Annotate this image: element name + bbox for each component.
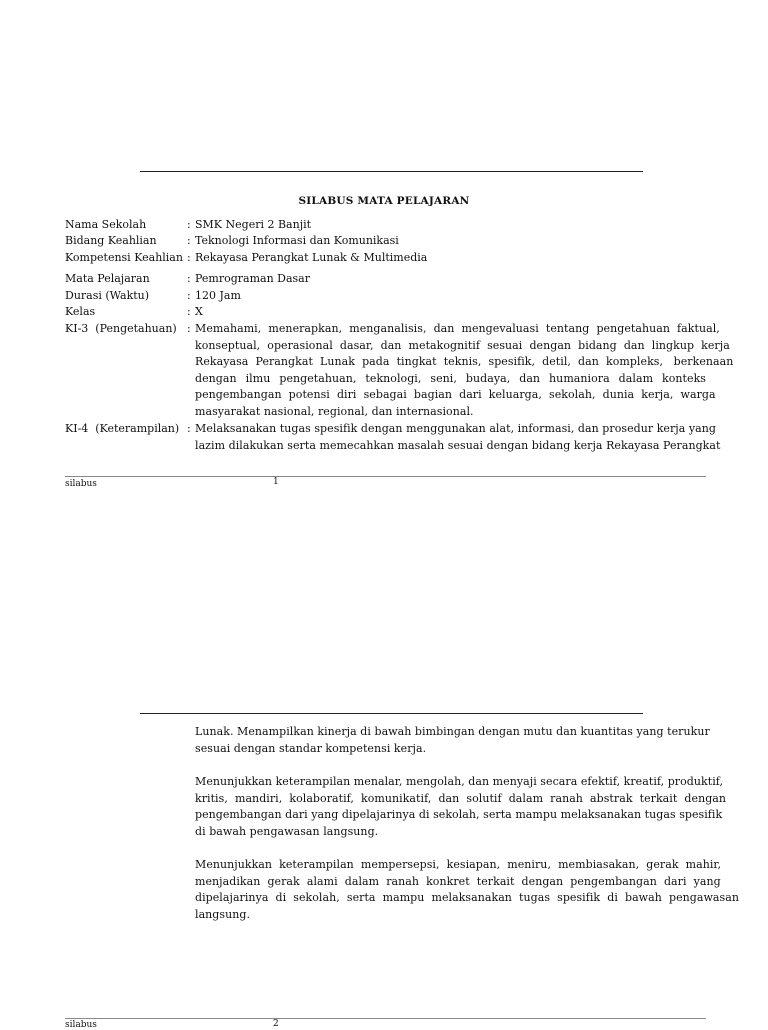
page2-line: di bawah pengawasan langsung. [195, 824, 379, 838]
page2-paragraph [195, 724, 710, 757]
ki4-text [195, 421, 721, 454]
page1-footer-rule [65, 476, 706, 477]
field-value: Pemrograman Dasar [195, 272, 310, 285]
page2-page-number: 2 [273, 1019, 279, 1029]
field-colon: : [187, 272, 191, 285]
field-value: X [195, 305, 203, 318]
ki3-label: KI-3 (Pengetahuan) [65, 322, 177, 335]
ki4-line: Melaksanakan tugas spesifik dengan menggunakan alat, informasi, dan prosedur kerja yang [195, 422, 717, 435]
page1-header-rule [140, 171, 643, 172]
field-colon: : [187, 422, 191, 435]
page2-line: menjadikan gerak alami dalam ranah konkret terkait dengan pengembangan dari yang [195, 874, 721, 888]
field-label: Durasi (Waktu) [65, 289, 150, 302]
field-colon: : [187, 251, 191, 264]
ki3-line: masyarakat nasional, regional, dan internasional. [195, 404, 474, 418]
field-colon: : [187, 218, 191, 231]
field-label: Bidang Keahlian [65, 234, 157, 247]
page2-line: Menunjukkan keterampilan menalar, mengolah, dan menyaji secara efektif, kreatif, produktif, [195, 775, 724, 788]
field-kelas [0, 304, 768, 321]
page2-line: pengembangan dari yang dipelajarinya di sekolah, serta mampu melaksanakan tugas spesifik [195, 808, 723, 822]
field-colon: : [187, 305, 191, 318]
field-label: Kelas [65, 305, 96, 318]
field-colon: : [187, 289, 191, 302]
page1-footer-label: silabus [65, 479, 97, 489]
field-label: Kompetensi Keahlian [65, 251, 183, 264]
ki3-line: konseptual, operasional dasar, dan metakognitif sesuai dengan bidang dan lingkup kerja [195, 338, 730, 352]
page2-line: kritis, mandiri, kolaboratif, komunikatif, dan solutif dalam ranah abstrak terkait dengan [195, 791, 727, 805]
ki3-text [195, 321, 734, 421]
field-value: Teknologi Informasi dan Komunikasi [195, 234, 399, 247]
field-value: Rekayasa Perangkat Lunak & Multimedia [195, 251, 428, 264]
page2-line: Menunjukkan keterampilan mempersepsi, kesiapan, meniru, membiasakan, gerak mahir, [195, 858, 722, 871]
field-colon: : [187, 322, 191, 335]
field-durasi [0, 288, 768, 305]
field-colon: : [187, 234, 191, 247]
ki3-line: Rekayasa Perangkat Lunak pada tingkat teknis, spesifik, detil, dan kompleks, berkenaan [195, 355, 734, 369]
page1-page-number: 1 [273, 477, 279, 487]
field-value: SMK Negeri 2 Banjit [195, 218, 312, 231]
field-label: Mata Pelajaran [65, 272, 150, 285]
ki3-line: Memahami, menerapkan, menganalisis, dan mengevaluasi tentang pengetahuan faktual, [195, 322, 720, 335]
page2-line: langsung. [195, 907, 251, 921]
field-value: 120 Jam [195, 289, 241, 302]
page2-line: sesuai dengan standar kompetensi kerja. [195, 741, 427, 755]
ki3-line: pengembangan potensi diri sebagai bagian dari keluarga, sekolah, dunia kerja, warga [195, 388, 716, 402]
page2-header-rule [140, 713, 643, 714]
page2-line: dipelajarinya di sekolah, serta mampu melaksanakan tugas spesifik di bawah pengawasan [195, 891, 739, 905]
page2-line: Lunak. Menampilkan kinerja di bawah bimbingan dengan mutu dan kuantitas yang terukur [195, 725, 710, 738]
field-kompetensi-keahlian [0, 250, 768, 267]
field-nama-sekolah [0, 217, 768, 234]
page-title: SILABUS MATA PELAJARAN [298, 195, 470, 207]
ki3-line: dengan ilmu pengetahuan, teknologi, seni, budaya, dan humaniora dalam konteks [195, 371, 706, 385]
ki4-label: KI-4 (Keterampilan) [65, 422, 180, 435]
page2-paragraph [195, 774, 727, 840]
field-bidang-keahlian [0, 233, 768, 250]
ki4-line: lazim dilakukan serta memecahkan masalah sesuai dengan bidang kerja Rekayasa Perangkat [195, 438, 721, 452]
page2-footer-label: silabus [65, 1020, 97, 1030]
field-label: Nama Sekolah [65, 218, 147, 231]
page2-footer-rule [65, 1018, 706, 1019]
field-mata-pelajaran [0, 271, 768, 288]
page2-paragraph [195, 857, 739, 923]
